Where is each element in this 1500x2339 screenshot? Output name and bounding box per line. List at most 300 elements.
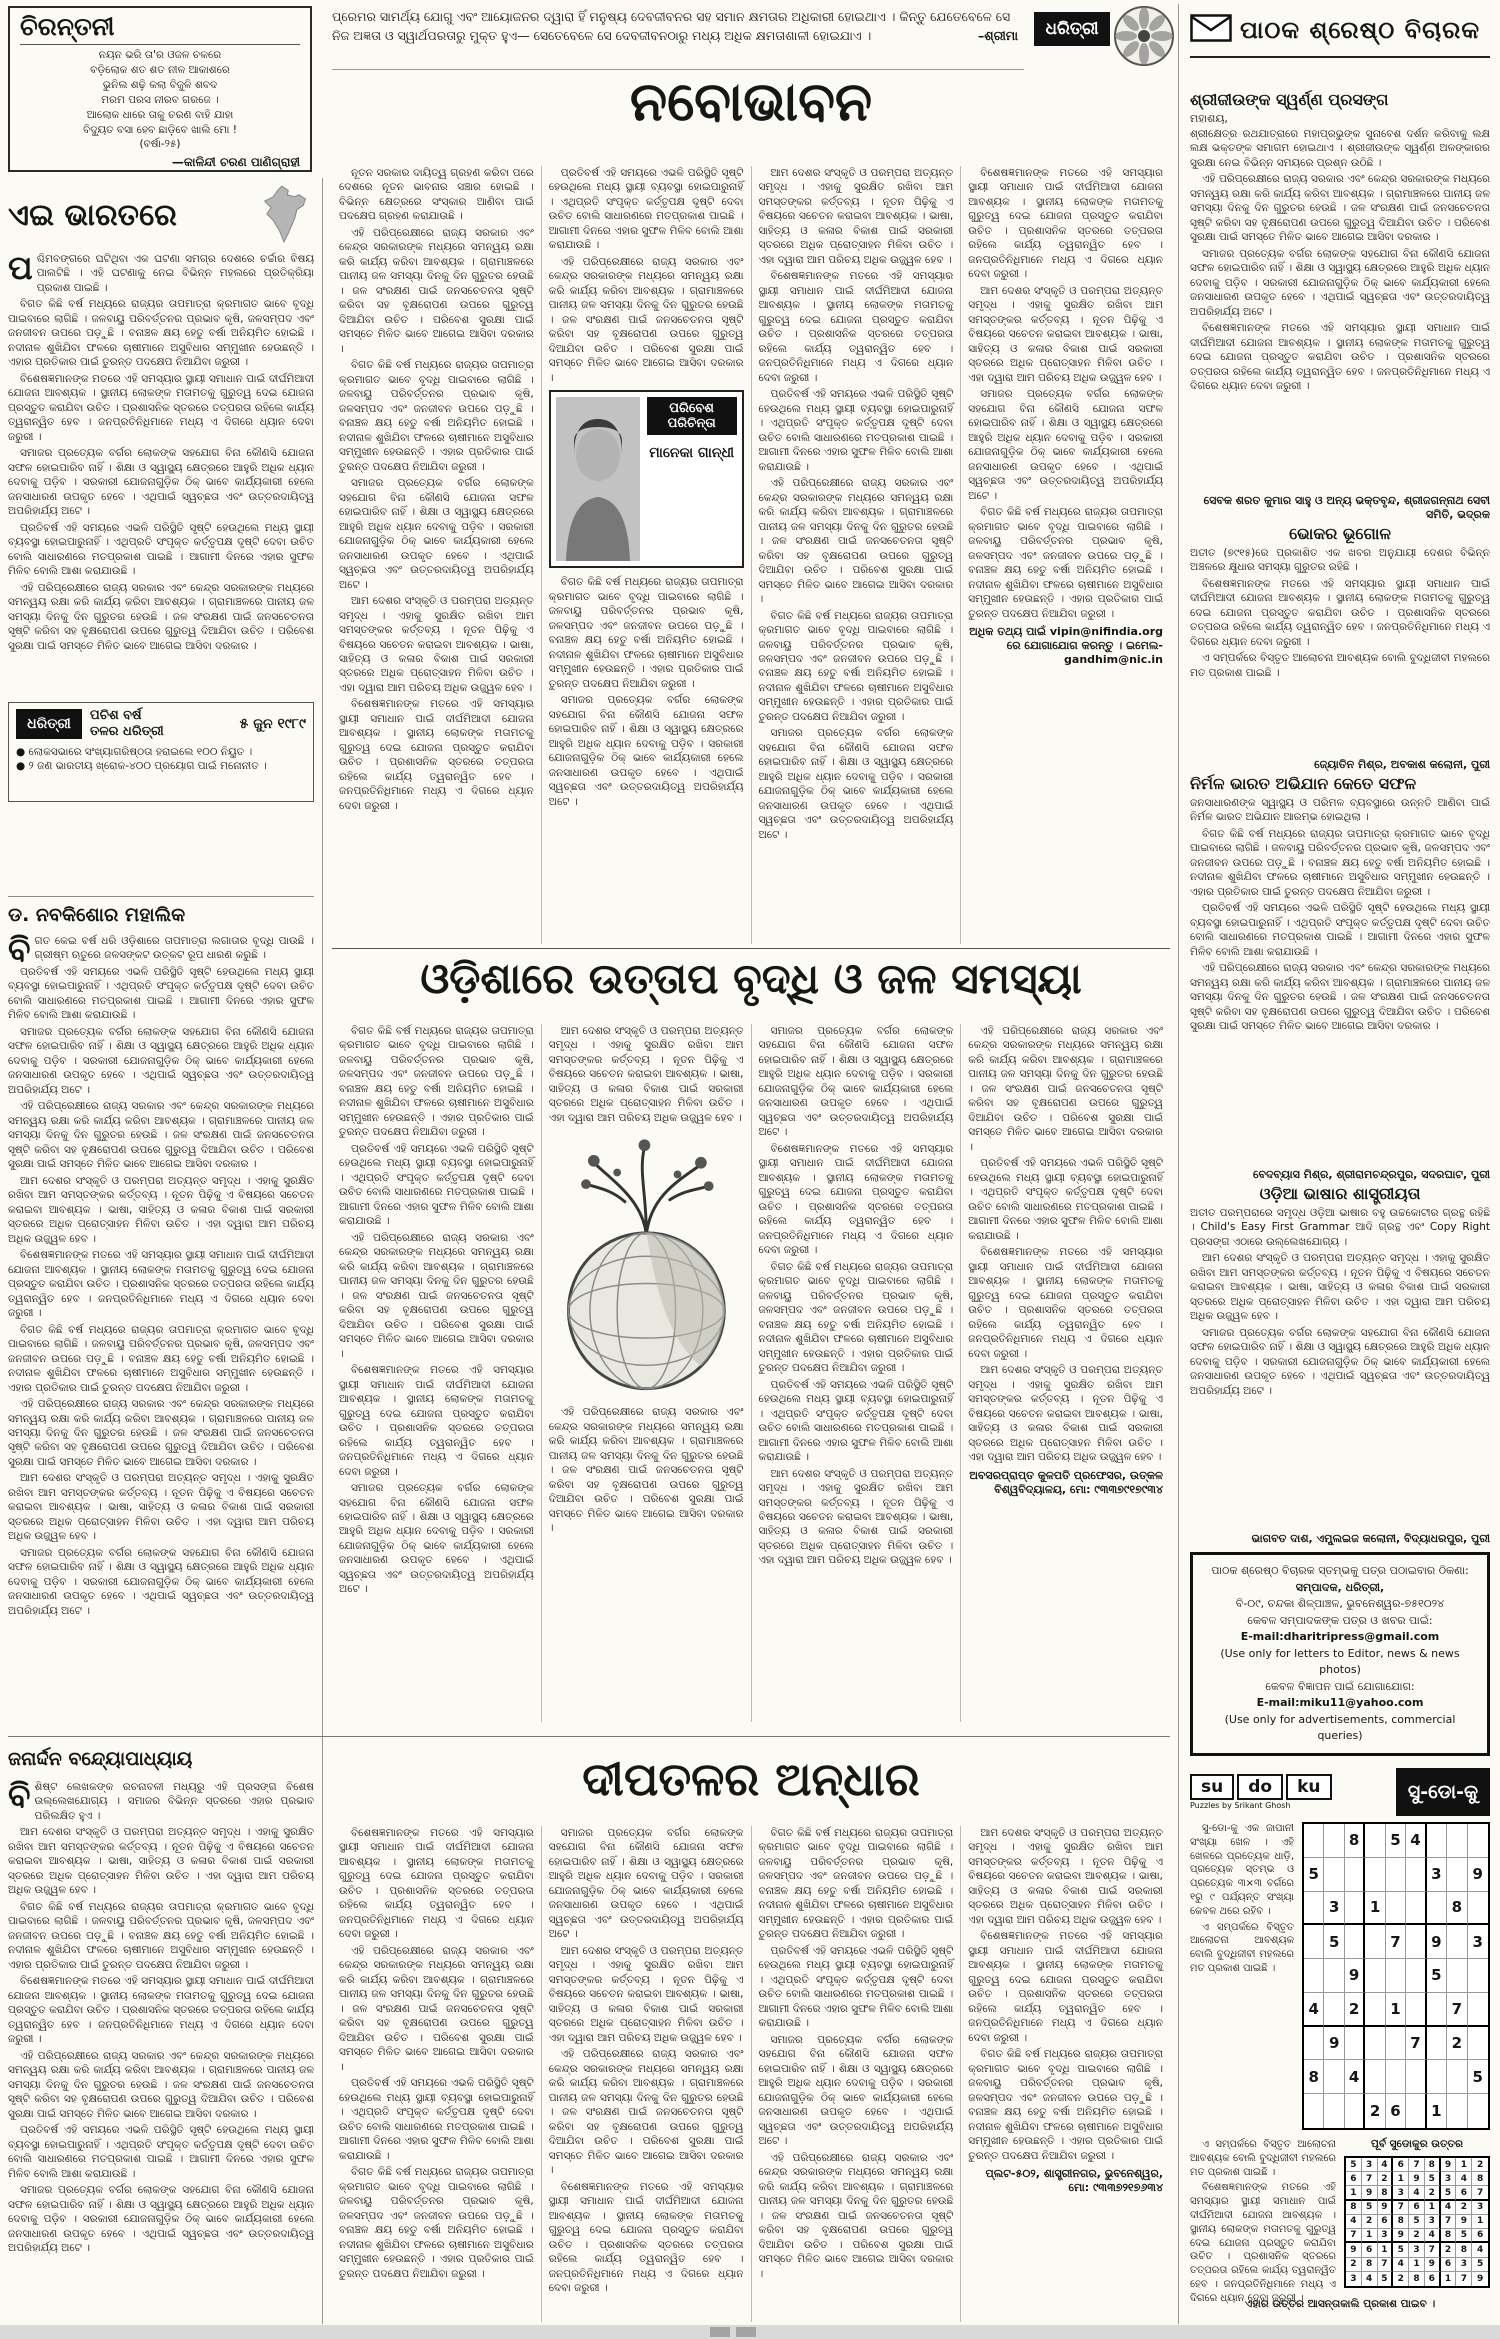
sudoku-cell [1345,1858,1365,1892]
sudoku-cell [1447,1959,1467,1993]
archive-box [8,702,314,802]
sudoku-cell: 8 [1362,2258,1378,2272]
sudoku-cell: 6 [1409,2201,1425,2215]
sudoku-cell: 4 [1393,2258,1409,2272]
letter-title: ଓଡ଼ିଆ ଭାଷାର ଶାସ୍ତ୍ରୀୟତା [1259,1184,1421,1203]
sudoku-cell [1468,1824,1488,1858]
columnist-photo [556,397,640,561]
body-paragraph: ବିଶେଷଜ୍ଞମାନଙ୍କ ମତରେ ଏହି ସମସ୍ୟାର ସ୍ଥାୟୀ ସମାଧାନ ପାଇଁ ଦୀର୍ଘମିଆଦୀ ଯୋଜନା ଆବଶ୍ୟକ । ସ୍ଥାନୀୟ ଲୋକଙ୍କ ମତାମତକୁ ଗୁରୁତ୍ୱ ଦେଇ ଯୋଜନା ପ୍ରସ୍ତୁତ କରାଯିବା ଉଚିତ । ପ୍ରଶାସନିକ ସ୍ତରରେ ତତ୍ପରତା ରହିଲେ କାର୍ଯ୍ୟ ତ୍ୱରାନ୍ୱିତ ହେବ । ଜନପ୍ରତିନିଧିମାନେ ମଧ୍ୟ ଏ ଦିଗରେ ଧ୍ୟାନ ଦେବା ଜରୁରୀ । [968,1246,1163,1360]
sudoku-cell: 1 [1362,2229,1378,2243]
contact-line: ପାଠକ ଶ୍ରେଷ୍ଠ ବିଚାରକ ସ୍ତମ୍ଭକୁ ପତ୍ର ପଠାଇବାର ଠିକଣା: [1211,1564,1469,1577]
poem-line: ବଡ଼ିଲୋକ ଶତ ଶତ ନୀଳ ଆକାଶରେ [90,63,230,76]
sudoku-cell: 1 [1346,2186,1362,2200]
letter-signature: ବେଦବ୍ୟାସ ମିଶ୍ର, ଶ୍ରୀରାମଚନ୍ଦ୍ରପୁର, ସଦରଘାଟ, ପୁରୀ [1252,1168,1490,1181]
poem-line: ବିଦ୍ୟୁତ ବସା ହେବ ଛାଡ଼ିବେ ଖାଲି ମୋ ! [83,123,237,136]
article2-text [968,1024,1163,1465]
earth-tree-illustration [549,1129,744,1401]
sudoku-cell: 7 [1386,1925,1406,1959]
drop-cap: ବି [8,1780,31,1815]
sudoku-cell: 3 [1393,2186,1409,2200]
sudoku-cell: 8 [1456,2243,1472,2257]
sudoku-cell: 5 [1378,2272,1394,2286]
body-paragraph: ଏହି ପରିପ୍ରେକ୍ଷୀରେ ରାଜ୍ୟ ସରକାର ଏବଂ କେନ୍ଦ୍ର ସରକାରଙ୍କ ମଧ୍ୟରେ ସମନ୍ୱୟ ରକ୍ଷା କରି କାର୍ଯ୍ୟ କରିବା ଆବଶ୍ୟକ । ଗ୍ରାମାଞ୍ଚଳରେ ପାନୀୟ ଜଳ ସମସ୍ୟା ଦିନକୁ ଦିନ ଗୁରୁତର ହେଉଛି । ଜଳ ସଂରକ୍ଷଣ ପାଇଁ ଜନସଚେତନତା ସୃଷ୍ଟି କରିବା ସହ ବୃକ୍ଷରୋପଣ ଉପରେ ଗୁରୁତ୍ୱ ଦିଆଯିବା ଉଚିତ । ପରିବେଶ ସୁରକ୍ଷା ପାଇଁ ସମସ୍ତେ ମିଳିତ ଭାବେ ଆଗେଇ ଆସିବା ଦରକାର । [339,1944,534,2073]
sudoku-cell: 7 [1456,2272,1472,2286]
body-paragraph: ସମାଜର ପ୍ରତ୍ୟେକ ବର୍ଗର ଲୋକଙ୍କ ସହଯୋଗ ବିନା କୌଣସି ଯୋଜନା ସଫଳ ହୋଇପାରିବ ନାହିଁ । ଶିକ୍ଷା ଓ ସ୍ୱାସ୍ଥ୍ୟ କ୍ଷେତ୍ରରେ ଆହୁରି ଅଧିକ ଧ୍ୟାନ ଦେବାକୁ ପଡ଼ିବ । ସରକାରୀ ଯୋଜନାଗୁଡ଼ିକ ଠିକ୍ ଭାବେ କାର୍ଯ୍ୟକାରୀ ହେଲେ ଜନସାଧାରଣ ଉପକୃତ ହେବେ । ଏଥିପାଇଁ ସ୍ୱଚ୍ଛତା ଏବଂ ଉତ୍ତରଦାୟିତ୍ୱ ଅପରିହାର୍ଯ୍ୟ ଅଟେ । [1190,1326,1490,1397]
body-paragraph: ବିଶେଷଜ୍ଞମାନଙ୍କ ମତରେ ଏହି ସମସ୍ୟାର ସ୍ଥାୟୀ ସମାଧାନ ପାଇଁ ଦୀର୍ଘମିଆଦୀ ଯୋଜନା ଆବଶ୍ୟକ । ସ୍ଥାନୀୟ ଲୋକଙ୍କ ମତାମତକୁ ଗୁରୁତ୍ୱ ଦେଇ ଯୋଜନା ପ୍ରସ୍ତୁତ କରାଯିବା ଉଚିତ । ପ୍ରଶାସନିକ ସ୍ତରରେ ତତ୍ପରତା ରହିଲେ କାର୍ଯ୍ୟ ତ୍ୱରାନ୍ୱିତ ହେବ । ଜନପ୍ରତିନିଧିମାନେ ମଧ୍ୟ ଏ ଦିଗରେ ଧ୍ୟାନ ଦେବା ଜରୁରୀ । [1190,322,1490,393]
sudoku-logo-ku: ku [1286,1774,1331,1800]
sudoku-cell: 1 [1441,2272,1457,2286]
quote-text: ପ୍ରେମର ସାମର୍ଥ୍ୟ ଯୋଗୁ ଏବଂ ଆୟୋଜନର ଦ୍ୱାରା ହିଁ ମନୁଷ୍ୟ ଦେବଜୀବନର ସହ ସମାନ କ୍ଷମତାର ଅଧିକାରୀ ହୋଇଥାଏ । କିନ୍ତୁ ଯେତେବେଳେ ସେ ନିଜ ଅଜ୍ଞତା ଓ ସ୍ୱାର୍ଥପରତାରୁ ମୁକ୍ତ ହୁଏ— ସେତେବେଳେ ସେ ଦେବଜୀବନଠାରୁ ମଧ୍ୟ ଅଧିକ କ୍ଷମତାଶାଳୀ ହୋଇଯାଏ । [332,9,1011,43]
article2-column [542,1024,752,1722]
drop-cap: ବି [8,934,31,969]
sudoku-cell: 3 [1346,2272,1362,2286]
sudoku-cell [1447,2094,1467,2128]
body-paragraph: ଆମ ଦେଶର ସଂସ୍କୃତି ଓ ପରମ୍ପରା ଅତ୍ୟନ୍ତ ସମୃଦ୍ଧ । ଏହାକୁ ସୁରକ୍ଷିତ ରଖିବା ଆମ ସମସ୍ତଙ୍କର କର୍ତ୍ତବ୍ୟ । ନୂତନ ପିଢ଼ିକୁ ଏ ବିଷୟରେ ସଚେତନ କରାଇବା ଆବଶ୍ୟକ । ଭାଷା, ସାହିତ୍ୟ ଓ କଳାର ବିକାଶ ପାଇଁ ସରକାରୀ ସ୍ତରରେ ଅଧିକ ପ୍ରୋତ୍ସାହନ ମିଳିବା ଉଚିତ । ଏହା ଦ୍ୱାରା ଆମ ପରିଚୟ ଅଧିକ ଉଜ୍ଜ୍ୱଳ ହେବ । [8,1826,314,1897]
daily-quote [332,8,1024,70]
poem-author: —କାଳିନ୍ଦୀ ଚରଣ ପାଣିଗ୍ରାହୀ [171,155,300,170]
sudoku-cell [1427,1892,1447,1926]
lead-text: ଶିଷ୍ଟ ଲେଖକଙ୍କ ରଚନାବଳୀ ମଧ୍ୟରୁ ଏହି ପ୍ରସଙ୍ଗ ବିଶେଷ ଉଲ୍ଲେଖଯୋଗ୍ୟ । ସମାଜର ବିଭିନ୍ନ ସ୍ତରରେ ଏହାର ପ୍ରଭାବ ପରିଲକ୍ଷିତ ହୁଏ । [34,1781,314,1822]
body-paragraph: ଆମ ଦେଶର ସଂସ୍କୃତି ଓ ପରମ୍ପରା ଅତ୍ୟନ୍ତ ସମୃଦ୍ଧ । ଏହାକୁ ସୁରକ୍ଷିତ ରଖିବା ଆମ ସମସ୍ତଙ୍କର କର୍ତ୍ତବ୍ୟ । ନୂତନ ପିଢ଼ିକୁ ଏ ବିଷୟରେ ସଚେତନ କରାଇବା ଆବଶ୍ୟକ । ଭାଷା, ସାହିତ୍ୟ ଓ କଳାର ବିକାଶ ପାଇଁ ସରକାରୀ ସ୍ତରରେ ଅଧିକ ପ୍ରୋତ୍ସାହନ ମିଳିବା ଉଚିତ । ଏହା ଦ୍ୱାରା ଆମ ପରିଚୟ ଅଧିକ ଉଜ୍ଜ୍ୱଳ ହେବ । [339,595,534,694]
body-paragraph: ଏହି ପରିପ୍ରେକ୍ଷୀରେ ରାଜ୍ୟ ସରକାର ଏବଂ କେନ୍ଦ୍ର ସରକାରଙ୍କ ମଧ୍ୟରେ ସମନ୍ୱୟ ରକ୍ଷା କରି କାର୍ଯ୍ୟ କରିବା ଆବଶ୍ୟକ । ଗ୍ରାମାଞ୍ଚଳରେ ପାନୀୟ ଜଳ ସମସ୍ୟା ଦିନକୁ ଦିନ ଗୁରୁତର ହେଉଛି । ଜଳ ସଂରକ୍ଷଣ ପାଇଁ ଜନସଚେତନତା ସୃଷ୍ଟି କରିବା ସହ ବୃକ୍ଷରୋପଣ ଉପରେ ଗୁରୁତ୍ୱ ଦିଆଯିବା ଉଚିତ । ପରିବେଶ ସୁରକ୍ଷା ପାଇଁ ସମସ୍ତେ ମିଳିତ ଭାବେ ଆଗେଇ ଆସିବା ଦରକାର । [1190,173,1490,244]
body-paragraph: ପ୍ରତିବର୍ଷ ଏହି ସମୟରେ ଏଭଳି ପରିସ୍ଥିତି ସୃଷ୍ଟି ହେଉଥିଲେ ମଧ୍ୟ ସ୍ଥାୟୀ ବ୍ୟବସ୍ଥା ହୋଇପାରୁନାହିଁ । ଏଥିପ୍ରତି ସଂପୃକ୍ତ କର୍ତ୍ତୃପକ୍ଷ ଦୃଷ୍ଟି ଦେବା ଉଚିତ ବୋଲି ସାଧାରଣରେ ମତପ୍ରକାଶ ପାଇଛି । ଆଗାମୀ ଦିନରେ ଏହାର ସୁଫଳ ମିଳିବ ବୋଲି ଆଶା କରାଯାଉଛି । [339,1142,534,1228]
emblem-icon [1112,4,1176,68]
ei-bharatare-body[interactable] [8,252,314,696]
sudoku-instructions [1190,1822,1294,2130]
body-paragraph: ଏ ସମ୍ପର୍କରେ ବିସ୍ତୃତ ଆଲୋଚନା ଆବଶ୍ୟକ ବୋଲି ବୁଦ୍ଧିଜୀବୀ ମହଲରେ ମତ ପ୍ରକାଶ ପାଇଛି । [1190,1921,1294,1974]
letter-signature: ଭାଗବତ ଦାଶ, ଏମ୍ପ୍ଲଇଜ କଲୋନୀ, ବିଦ୍ୟାଧରପୁର, ପୁରୀ [1251,1532,1490,1545]
sudoku-cell: 9 [1468,1858,1488,1892]
sudoku-header [1190,1768,1490,1816]
sudoku-cell [1447,1824,1467,1858]
editorial-column [961,166,1170,944]
body-paragraph: ଆମ ଦେଶର ସଂସ୍କୃତି ଓ ପରମ୍ପରା ଅତ୍ୟନ୍ତ ସମୃଦ୍ଧ । ଏହାକୁ ସୁରକ୍ଷିତ ରଖିବା ଆମ ସମସ୍ତଙ୍କର କର୍ତ୍ତବ୍ୟ । ନୂତନ ପିଢ଼ିକୁ ଏ ବିଷୟରେ ସଚେତନ କରାଇବା ଆବଶ୍ୟକ । ଭାଷା, ସାହିତ୍ୟ ଓ କଳାର ବିକାଶ ପାଇଁ ସରକାରୀ ସ୍ତରରେ ଅଧିକ ପ୍ରୋତ୍ସାହନ ମିଳିବା ଉଚିତ । ଏହା ଦ୍ୱାରା ଆମ ପରିଚୟ ଅଧିକ ଉଜ୍ଜ୍ୱଳ ହେବ । [8,1472,314,1543]
article3-contact: ପ୍ଲଟ-୫୦୨, ଶାସ୍ତ୍ରୀନଗର, ଭୁବନେଶ୍ୱର, ମୋ: ୯୩୩୭୨୧୭୬୩୪ [985,2167,1163,2195]
body-paragraph: ସମାଜର ପ୍ରତ୍ୟେକ ବର୍ଗର ଲୋକଙ୍କ ସହଯୋଗ ବିନା କୌଣସି ଯୋଜନା ସଫଳ ହୋଇପାରିବ ନାହିଁ । ଶିକ୍ଷା ଓ ସ୍ୱାସ୍ଥ୍ୟ କ୍ଷେତ୍ରରେ ଆହୁରି ଅଧିକ ଧ୍ୟାନ ଦେବାକୁ ପଡ଼ିବ । ସରକାରୀ ଯୋଜନାଗୁଡ଼ିକ ଠିକ୍ ଭାବେ କାର୍ଯ୍ୟକାରୀ ହେଲେ ଜନସାଧାରଣ ଉପକୃତ ହେବେ । ଏଥିପାଇଁ ସ୍ୱଚ୍ଛତା ଏବଂ ଉତ୍ତରଦାୟିତ୍ୱ ଅପରିହାର୍ଯ୍ୟ ଅଟେ । [8,447,314,518]
body-paragraph: ନୂତନ ସରକାର ଦାୟିତ୍ୱ ଗ୍ରହଣ କରିବା ପରେ ଦେଶରେ ନୂତନ ଭାବନାର ସଞ୍ଚାର ହୋଇଛି । ବିଭିନ୍ନ କ୍ଷେତ୍ରରେ ସଂସ୍କାର ଆଣିବା ପାଇଁ ପଦକ୍ଷେପ ଗ୍ରହଣ କରାଯାଉଛି । [339,167,534,223]
sudoku-cell [1406,2060,1426,2094]
article3-text [968,1826,1163,2163]
sudoku-cell [1447,1925,1467,1959]
sudoku-lower-paragraphs [1190,2138,1336,2306]
sudoku-cell: 5 [1472,2258,1488,2272]
lead-text: ଗତ କେଇ ବର୍ଷ ଧରି ଓଡ଼ିଶାରେ ତାପମାତ୍ରା ଲଗାତାର ବୃଦ୍ଧି ପାଉଛି । ଗ୍ରୀଷ୍ମ ଋତୁରେ ଜଳସଙ୍କଟ ଉତ୍କଟ ରୂପ ଧାରଣ କରୁଛି । [34,935,314,962]
body-paragraph: ପ୍ରତିବର୍ଷ ଏହି ସମୟରେ ଏଭଳି ପରିସ୍ଥିତି ସୃଷ୍ଟି ହେଉଥିଲେ ମଧ୍ୟ ସ୍ଥାୟୀ ବ୍ୟବସ୍ଥା ହୋଇପାରୁନାହିଁ । ଏଥିପ୍ରତି ସଂପୃକ୍ତ କର୍ତ୍ତୃପକ୍ଷ ଦୃଷ୍ଟି ଦେବା ଉଚିତ ବୋଲି ସାଧାରଣରେ ମତପ୍ରକାଶ ପାଇଛି । ଆଗାମୀ ଦିନରେ ଏହାର ସୁଫଳ ମିଳିବ ବୋଲି ଆଶା କରାଯାଉଛି । [968,1157,1163,1242]
body-paragraph: ବିଗତ କିଛି ବର୍ଷ ମଧ୍ୟରେ ରାଜ୍ୟର ତାପମାତ୍ରା କ୍ରମାଗତ ଭାବେ ବୃଦ୍ଧି ପାଇବାରେ ଲାଗିଛି । ଜଳବାୟୁ ପରିବର୍ତ୍ତନର ପ୍ରଭାବ କୃଷି, ଜଳସମ୍ପଦ ଏବଂ ଜନଜୀବନ ଉପରେ ପଡ଼ୁଛି । ବନାଞ୍ଚଳ କ୍ଷୟ ହେତୁ ବର୍ଷା ଅନିୟମିତ ହୋଇଛି । ନଦୀନାଳ ଶୁଖିଯିବା ଫଳରେ ଚାଷୀମାନେ ଅସୁବିଧାର ସମ୍ମୁଖୀନ ହେଉଛନ୍ତି । ଏହାର ପ୍ରତିକାର ପାଇଁ ତୁରନ୍ତ ପଦକ୍ଷେପ ନିଆଯିବା ଜରୁରୀ । [548,576,744,690]
editorial-headline[interactable]: ନବୋଭାବନ [629,70,873,133]
viewer-scroll-button[interactable] [710,2327,730,2337]
editorial-column [332,166,542,944]
body-paragraph: ସୁ-ଡୋ-କୁ ଏକ ଜାପାନୀ ସଂଖ୍ୟା ଖେଳ । ଏହି ଖେଳରେ ପ୍ରତ୍ୟେକ ଧାଡ଼ି, ପ୍ରତ୍ୟେକ ସ୍ତମ୍ଭ ଓ ପ୍ରତ୍ୟେକ ୩×୩ ବର୍ଗରେ ୧ରୁ ୯ ପର୍ଯ୍ୟନ୍ତ ସଂଖ୍ୟା କେବଳ ଥରେ ରହିବ । [1190,1823,1294,1917]
contact-box [1190,1552,1490,1756]
sudoku-cell: 7 [1393,2201,1409,2215]
letter-4[interactable] [1190,1184,1490,1546]
sudoku-cell: 7 [1425,2243,1441,2257]
sudoku-cell: 8 [1378,2186,1394,2200]
columnist-name: ମାନେକା ଗାନ୍ଧୀ [649,445,735,462]
body-paragraph: ପ୍ରତିବର୍ଷ ଏହି ସମୟରେ ଏଭଳି ପରିସ୍ଥିତି ସୃଷ୍ଟି ହେଉଥିଲେ ମଧ୍ୟ ସ୍ଥାୟୀ ବ୍ୟବସ୍ଥା ହୋଇପାରୁନାହିଁ । ଏଥିପ୍ରତି ସଂପୃକ୍ତ କର୍ତ୍ତୃପକ୍ଷ ଦୃଷ୍ଟି ଦେବା ଉଚିତ ବୋଲି ସାଧାରଣରେ ମତପ୍ରକାଶ ପାଇଛି । ଆଗାମୀ ଦିନରେ ଏହାର ସୁଫଳ ମିଳିବ ବୋଲି ଆଶା କରାଯାଉଛି । [339,2077,534,2162]
body-paragraph: ଏହି ପରିପ୍ରେକ୍ଷୀରେ ରାଜ୍ୟ ସରକାର ଏବଂ କେନ୍ଦ୍ର ସରକାରଙ୍କ ମଧ୍ୟରେ ସମନ୍ୱୟ ରକ୍ଷା କରି କାର୍ଯ୍ୟ କରିବା ଆବଶ୍ୟକ । ଗ୍ରାମାଞ୍ଚଳରେ ପାନୀୟ ଜଳ ସମସ୍ୟା ଦିନକୁ ଦିନ ଗୁରୁତର ହେଉଛି । ଜଳ ସଂରକ୍ଷଣ ପାଇଁ ଜନସଚେତନତା ସୃଷ୍ଟି କରିବା ସହ ବୃକ୍ଷରୋପଣ ଉପରେ ଗୁରୁତ୍ୱ ଦିଆଯିବା ଉଚିତ । ପରିବେଶ ସୁରକ୍ଷା ପାଇଁ ସମସ୍ତେ ମିଳିତ ଭାବେ ଆଗେଇ ଆସିବା ଦରକାର । [758,2151,954,2280]
sudoku-cell: 8 [1441,2229,1457,2243]
section-rule [8,1736,1170,1737]
section-rule [332,948,1170,949]
article3-text [759,1826,954,2281]
sudoku-cell: 2 [1472,2158,1488,2172]
quote-attribution: –ଶ୍ରୀମା [978,27,1018,43]
sudoku-cell: 2 [1362,2215,1378,2229]
sudoku-cell: 7 [1346,2229,1362,2243]
sudoku-cell [1406,1959,1426,1993]
sudoku-cell: 3 [1427,1858,1447,1892]
poem-line: ମରମ ପରସ ନୀରବ ଗରଜେ । [101,93,219,106]
sudoku-cell [1447,2060,1467,2094]
poem-line: ଆଲୋକ ଧାରେ ତାକୁ ଚରଣ ବାହି ଯାହା [86,108,234,121]
sudoku-cell [1386,1959,1406,1993]
body-paragraph: ବିଶେଷଜ୍ଞମାନଙ୍କ ମତରେ ଏହି ସମସ୍ୟାର ସ୍ଥାୟୀ ସମାଧାନ ପାଇଁ ଦୀର୍ଘମିଆଦୀ ଯୋଜନା ଆବଶ୍ୟକ । ସ୍ଥାନୀୟ ଲୋକଙ୍କ ମତାମତକୁ ଗୁରୁତ୍ୱ ଦେଇ ଯୋଜନା ପ୍ରସ୍ତୁତ କରାଯିବା ଉଚିତ । ପ୍ରଶାସନିକ ସ୍ତରରେ ତତ୍ପରତା ରହିଲେ କାର୍ଯ୍ୟ ତ୍ୱରାନ୍ୱିତ ହେବ । ଜନପ୍ରତିନିଧିମାନେ ମଧ୍ୟ ଏ ଦିଗରେ ଧ୍ୟାନ ଦେବା ଜରୁରୀ । [339,698,534,812]
sudoku-cell: 8 [1304,2060,1324,2094]
body-paragraph: ବିଗତ କିଛି ବର୍ଷ ମଧ୍ୟରେ ରାଜ୍ୟର ତାପମାତ୍ରା କ୍ରମାଗତ ଭାବେ ବୃଦ୍ଧି ପାଇବାରେ ଲାଗିଛି । ଜଳବାୟୁ ପରିବର୍ତ୍ତନର ପ୍ରଭାବ କୃଷି, ଜଳସମ୍ପଦ ଏବଂ ଜନଜୀବନ ଉପରେ ପଡ଼ୁଛି । ବନାଞ୍ଚଳ କ୍ଷୟ ହେତୁ ବର୍ଷା ଅନିୟମିତ ହୋଇଛି । ନଦୀନାଳ ଶୁଖିଯିବା ଫଳରେ ଚାଷୀମାନେ ଅସୁବିଧାର ସମ୍ମୁଖୀନ ହେଉଛନ୍ତି । ଏହାର ପ୍ରତିକାର ପାଇଁ ତୁରନ୍ତ ପଦକ୍ଷେପ ନିଆଯିବା ଜରୁରୀ । [758,609,954,723]
body-paragraph: ଅତୀତ (୭୯୧୫)ରେ ପ୍ରକାଶିତ ଏକ ଖବର ଅନୁଯାୟୀ ଦେଶର ବିଭିନ୍ନ ଅଞ୍ଚଳରେ କ୍ଷୁଧାର ସମସ୍ୟା ଗୁରୁତର ରହିଛି । [1190,547,1490,574]
sudoku-cell: 2 [1447,2027,1467,2061]
article2-text [339,1024,534,1597]
column-kicker: ପରିବେଶ ପରିଚିନ୍ତା [647,397,737,435]
sudoku-cell [1345,1892,1365,1926]
sudoku-cell [1386,2027,1406,2061]
sudoku-grid [1302,1822,1490,2130]
sudoku-cell: 9 [1378,2201,1394,2215]
contact-email: E-mail:dharitripress@gmail.com [1240,1630,1440,1643]
sudoku-cell [1386,1892,1406,1926]
body-paragraph: ଏହି ପରିପ୍ରେକ୍ଷୀରେ ରାଜ୍ୟ ସରକାର ଏବଂ କେନ୍ଦ୍ର ସରକାରଙ୍କ ମଧ୍ୟରେ ସମନ୍ୱୟ ରକ୍ଷା କରି କାର୍ଯ୍ୟ କରିବା ଆବଶ୍ୟକ । ଗ୍ରାମାଞ୍ଚଳରେ ପାନୀୟ ଜଳ ସମସ୍ୟା ଦିନକୁ ଦିନ ଗୁରୁତର ହେଉଛି । ଜଳ ସଂରକ୍ଷଣ ପାଇଁ ଜନସଚେତନତା ସୃଷ୍ଟି କରିବା ସହ ବୃକ୍ଷରୋପଣ ଉପରେ ଗୁରୁତ୍ୱ ଦିଆଯିବା ଉଚିତ । ପରିବେଶ ସୁରକ୍ଷା ପାଇଁ ସମସ୍ତେ ମିଳିତ ଭାବେ ଆଗେଇ ଆସିବା ଦରକାର । [548,2048,744,2177]
body-paragraph: ଏହି ପରିପ୍ରେକ୍ଷୀରେ ରାଜ୍ୟ ସରକାର ଏବଂ କେନ୍ଦ୍ର ସରକାରଙ୍କ ମଧ୍ୟରେ ସମନ୍ୱୟ ରକ୍ଷା କରି କାର୍ଯ୍ୟ କରିବା ଆବଶ୍ୟକ । ଗ୍ରାମାଞ୍ଚଳରେ ପାନୀୟ ଜଳ ସମସ୍ୟା ଦିନକୁ ଦିନ ଗୁରୁତର ହେଉଛି । ଜଳ ସଂରକ୍ଷଣ ପାଇଁ ଜନସଚେତନତା ସୃଷ୍ଟି କରିବା ସହ ବୃକ୍ଷରୋପଣ ଉପରେ ଗୁରୁତ୍ୱ ଦିଆଯିବା ଉଚିତ । ପରିବେଶ ସୁରକ୍ଷା ପାଇଁ ସମସ୍ତେ ମିଳିତ ଭାବେ ଆଗେଇ ଆସିବା ଦରକାର । [8,581,314,652]
sudoku-solution-label: ପୂର୍ବ ସୁଡୋକୁର ଉତ୍ତର [1370,2138,1463,2150]
body-paragraph [8,934,314,969]
sudoku-cell: 5 [1386,1824,1406,1858]
article3-body[interactable] [332,1826,1170,2322]
sudoku-cell [1365,1925,1385,1959]
body-paragraph: ବିଗତ କିଛି ବର୍ଷ ମଧ୍ୟରେ ରାଜ୍ୟର ତାପମାତ୍ରା କ୍ରମାଗତ ଭାବେ ବୃଦ୍ଧି ପାଇବାରେ ଲାଗିଛି । ଜଳବାୟୁ ପରିବର୍ତ୍ତନର ପ୍ରଭାବ କୃଷି, ଜଳସମ୍ପଦ ଏବଂ ଜନଜୀବନ ଉପରେ ପଡ଼ୁଛି । ବନାଞ୍ଚଳ କ୍ଷୟ ହେତୁ ବର୍ଷା ଅନିୟମିତ ହୋଇଛି । ନଦୀନାଳ ଶୁଖିଯିବା ଫଳରେ ଚାଷୀମାନେ ଅସୁବିଧାର ସମ୍ମୁଖୀନ ହେଉଛନ୍ତି । ଏହାର ପ୍ରତିକାର ପାଇଁ ତୁରନ୍ତ ପଦକ୍ଷେପ ନିଆଯିବା ଜରୁରୀ । [758,1827,954,1941]
sudoku-cell: 9 [1441,2158,1457,2172]
body-paragraph: ଆମ ଦେଶର ସଂସ୍କୃତି ଓ ପରମ୍ପରା ଅତ୍ୟନ୍ତ ସମୃଦ୍ଧ । ଏହାକୁ ସୁରକ୍ଷିତ ରଖିବା ଆମ ସମସ୍ତଙ୍କର କର୍ତ୍ତବ୍ୟ । ନୂତନ ପିଢ଼ିକୁ ଏ ବିଷୟରେ ସଚେତନ କରାଇବା ଆବଶ୍ୟକ । ଭାଷା, ସାହିତ୍ୟ ଓ କଳାର ବିକାଶ ପାଇଁ ସରକାରୀ ସ୍ତରରେ ଅଧିକ ପ୍ରୋତ୍ସାହନ ମିଳିବା ଉଚିତ । ଏହା ଦ୍ୱାରା ଆମ ପରିଚୟ ଅଧିକ ଉଜ୍ଜ୍ୱଳ ହେବ । [758,167,954,266]
editorial-contact: ଅଧିକ ତଥ୍ୟ ପାଇଁ vipin@nifindia.org ରେ ଯୋଗାଯୋଗ କରନ୍ତୁ । ଇମେଲ- gandhim@nic.in [969,625,1163,667]
sudoku-cell: 6 [1362,2243,1378,2257]
viewer-scroll-button[interactable] [736,2327,756,2337]
sudoku-cell [1468,2094,1488,2128]
ei-bharatare-text [8,297,314,653]
article3-column [961,1826,1170,2322]
article3-text [549,1826,744,2296]
body-paragraph: ବିଗତ କିଛି ବର୍ଷ ମଧ୍ୟରେ ରାଜ୍ୟର ତାପମାତ୍ରା କ୍ରମାଗତ ଭାବେ ବୃଦ୍ଧି ପାଇବାରେ ଲାଗିଛି । ଜଳବାୟୁ ପରିବର୍ତ୍ତନର ପ୍ରଭାବ କୃଷି, ଜଳସମ୍ପଦ ଏବଂ ଜନଜୀବନ ଉପରେ ପଡ଼ୁଛି । ବନାଞ୍ଚଳ କ୍ଷୟ ହେତୁ ବର୍ଷା ଅନିୟମିତ ହୋଇଛି । ନଦୀନାଳ ଶୁଖିଯିବା ଫଳରେ ଚାଷୀମାନେ ଅସୁବିଧାର ସମ୍ମୁଖୀନ ହେଉଛନ୍ତି । ଏହାର ପ୍ରତିକାର ପାଇଁ ତୁରନ୍ତ ପଦକ୍ଷେପ ନିଆଯିବା ଜରୁରୀ । [339,359,534,473]
body-paragraph: ବିଗତ କିଛି ବର୍ଷ ମଧ୍ୟରେ ରାଜ୍ୟର ତାପମାତ୍ରା କ୍ରମାଗତ ଭାବେ ବୃଦ୍ଧି ପାଇବାରେ ଲାଗିଛି । ଜଳବାୟୁ ପରିବର୍ତ୍ତନର ପ୍ରଭାବ କୃଷି, ଜଳସମ୍ପଦ ଏବଂ ଜନଜୀବନ ଉପରେ ପଡ଼ୁଛି । ବନାଞ୍ଚଳ କ୍ଷୟ ହେତୁ ବର୍ଷା ଅନିୟମିତ ହୋଇଛି । ନଦୀନାଳ ଶୁଖିଯିବା ଫଳରେ ଚାଷୀମାନେ ଅସୁବିଧାର ସମ୍ମୁଖୀନ ହେଉଛନ୍ତି । ଏହାର ପ୍ରତିକାର ପାଇଁ ତୁରନ୍ତ ପଦକ୍ଷେପ ନିଆଯିବା ଜରୁରୀ । [339,1025,534,1139]
article3-text [8,1825,314,2255]
ei-bharatare-header[interactable] [8,184,314,248]
archive-caption-line: ତଳର ଧରିତ୍ରୀ [90,724,164,740]
body-paragraph: ସମାଜର ପ୍ରତ୍ୟେକ ବର୍ଗର ଲୋକଙ୍କ ସହଯୋଗ ବିନା କୌଣସି ଯୋଜନା ସଫଳ ହୋଇପାରିବ ନାହିଁ । ଶିକ୍ଷା ଓ ସ୍ୱାସ୍ଥ୍ୟ କ୍ଷେତ୍ରରେ ଆହୁରି ଅଧିକ ଧ୍ୟାନ ଦେବାକୁ ପଡ଼ିବ । ସରକାରୀ ଯୋଜନାଗୁଡ଼ିକ ଠିକ୍ ଭାବେ କାର୍ଯ୍ୟକାରୀ ହେଲେ ଜନସାଧାରଣ ଉପକୃତ ହେବେ । ଏଥିପାଇଁ ସ୍ୱଚ୍ଛତା ଏବଂ ଉତ୍ତରଦାୟିତ୍ୱ ଅପରିହାର୍ଯ୍ୟ ଅଟେ । [548,694,744,808]
letter-title: ନିର୍ମଳ ଭାରତ ଅଭିଯାନ କେତେ ସଫଳ [1190,774,1417,793]
sudoku-cell [1427,1993,1447,2027]
body-paragraph: ଏହି ପରିପ୍ରେକ୍ଷୀରେ ରାଜ୍ୟ ସରକାର ଏବଂ କେନ୍ଦ୍ର ସରକାରଙ୍କ ମଧ୍ୟରେ ସମନ୍ୱୟ ରକ୍ଷା କରି କାର୍ଯ୍ୟ କରିବା ଆବଶ୍ୟକ । ଗ୍ରାମାଞ୍ଚଳରେ ପାନୀୟ ଜଳ ସମସ୍ୟା ଦିନକୁ ଦିନ ଗୁରୁତର ହେଉଛି । ଜଳ ସଂରକ୍ଷଣ ପାଇଁ ଜନସଚେତନତା ସୃଷ୍ଟି କରିବା ସହ ବୃକ୍ଷରୋପଣ ଉପରେ ଗୁରୁତ୍ୱ ଦିଆଯିବା ଉଚିତ । ପରିବେଶ ସୁରକ୍ଷା ପାଇଁ ସମସ୍ତେ ମିଳିତ ଭାବେ ଆଗେଇ ଆସିବା ଦରକାର । [8,1100,314,1171]
sudoku-cell: 1 [1365,1892,1385,1926]
body-paragraph: ଏହି ପରିପ୍ରେକ୍ଷୀରେ ରାଜ୍ୟ ସରକାର ଏବଂ କେନ୍ଦ୍ର ସରକାରଙ୍କ ମଧ୍ୟରେ ସମନ୍ୱୟ ରକ୍ଷା କରି କାର୍ଯ୍ୟ କରିବା ଆବଶ୍ୟକ । ଗ୍ରାମାଞ୍ଚଳରେ ପାନୀୟ ଜଳ ସମସ୍ୟା ଦିନକୁ ଦିନ ଗୁରୁତର ହେଉଛି । ଜଳ ସଂରକ୍ଷଣ ପାଇଁ ଜନସଚେତନତା ସୃଷ୍ଟି କରିବା ସହ ବୃକ୍ଷରୋପଣ ଉପରେ ଗୁରୁତ୍ୱ ଦିଆଯିବା ଉଚିତ । ପରିବେଶ ସୁରକ୍ଷା ପାଇଁ ସମସ୍ତେ ମିଳିତ ଭାବେ ଆଗେଇ ଆସିବା ଦରକାର । [339,1231,534,1360]
body-paragraph [8,252,314,295]
editorial-text [968,166,1163,621]
sudoku-cell: 7 [1406,2027,1426,2061]
poem-line: ନୟନ ଭରି ତା'ର ଓଜଳ ଚକରେ [98,49,222,61]
article2-author[interactable]: ଡ. ନବକିଶୋର ମହାଲିକ [8,904,186,926]
body-paragraph: ବିଶେଷଜ୍ଞମାନଙ୍କ ମତରେ ଏହି ସମସ୍ୟାର ସ୍ଥାୟୀ ସମାଧାନ ପାଇଁ ଦୀର୍ଘମିଆଦୀ ଯୋଜନା ଆବଶ୍ୟକ । ସ୍ଥାନୀୟ ଲୋକଙ୍କ ମତାମତକୁ ଗୁରୁତ୍ୱ ଦେଇ ଯୋଜନା ପ୍ରସ୍ତୁତ କରାଯିବା ଉଚିତ । ପ୍ରଶାସନିକ ସ୍ତରରେ ତତ୍ପରତା ରହିଲେ କାର୍ଯ୍ୟ ତ୍ୱରାନ୍ୱିତ ହେବ । ଜନପ୍ରତିନିଧିମାନେ ମଧ୍ୟ ଏ ଦିଗରେ ଧ୍ୟାନ ଦେବା ଜରୁରୀ । [968,167,1163,281]
sudoku-cell: 8 [1447,1892,1467,1926]
sudoku-cell: 3 [1472,2201,1488,2215]
letter-signature: ଜ୍ୟୋତିନ ମିଶ୍ର, ଅବକାଶ କଲୋନୀ, ପୁରୀ [1314,758,1490,771]
editorial-body[interactable] [332,166,1170,944]
sudoku-cell: 4 [1362,2272,1378,2286]
banner-title: ପାଠକ ଶ୍ରେଷ୍ଠ ବିଚାରକ [1240,16,1481,44]
editorial-column [542,166,752,944]
sudoku-cell: 4 [1345,2060,1365,2094]
editorial-column [752,166,962,944]
sudoku-cell: 3 [1409,2243,1425,2257]
archive-caption-line: ପଚିଶ ବର୍ଷ [90,708,142,723]
sudoku-cell: 8 [1409,2272,1425,2286]
sudoku-cell: 7 [1447,1993,1467,2027]
sudoku-cell [1406,1858,1426,1892]
sudoku-cell: 3 [1378,2229,1394,2243]
sudoku-cell [1345,2027,1365,2061]
sudoku-cell: 5 [1362,2201,1378,2215]
columnist-box[interactable] [549,390,744,568]
sudoku-cell: 6 [1425,2272,1441,2286]
sudoku-cell [1427,2060,1447,2094]
sudoku-cell: 2 [1345,1993,1365,2027]
sudoku-cell: 9 [1427,1925,1447,1959]
body-paragraph: ସମାଜର ପ୍ରତ୍ୟେକ ବର୍ଗର ଲୋକଙ୍କ ସହଯୋଗ ବିନା କୌଣସି ଯୋଜନା ସଫଳ ହୋଇପାରିବ ନାହିଁ । ଶିକ୍ଷା ଓ ସ୍ୱାସ୍ଥ୍ୟ କ୍ଷେତ୍ରରେ ଆହୁରି ଅଧିକ ଧ୍ୟାନ ଦେବାକୁ ପଡ଼ିବ । ସରକାରୀ ଯୋଜନାଗୁଡ଼ିକ ଠିକ୍ ଭାବେ କାର୍ଯ୍ୟକାରୀ ହେଲେ ଜନସାଧାରଣ ଉପକୃତ ହେବେ । ଏଥିପାଇଁ ସ୍ୱଚ୍ଛତା ଏବଂ ଉତ୍ତରଦାୟିତ୍ୱ ଅପରିହାର୍ଯ୍ୟ ଅଟେ । [339,1482,534,1596]
sudoku-cell [1345,1925,1365,1959]
poem-line: ଭୁନିଲ ଶଢ଼ି କଲା ବିଜୁଳି ଶବଦ [102,78,218,91]
body-paragraph: ଆମ ଦେଶର ସଂସ୍କୃତି ଓ ପରମ୍ପରା ଅତ୍ୟନ୍ତ ସମୃଦ୍ଧ । ଏହାକୁ ସୁରକ୍ଷିତ ରଖିବା ଆମ ସମସ୍ତଙ୍କର କର୍ତ୍ତବ୍ୟ । ନୂତନ ପିଢ଼ିକୁ ଏ ବିଷୟରେ ସଚେତନ କରାଇବା ଆବଶ୍ୟକ । ଭାଷା, ସାହିତ୍ୟ ଓ କଳାର ବିକାଶ ପାଇଁ ସରକାରୀ ସ୍ତରରେ ଅଧିକ ପ୍ରୋତ୍ସାହନ ମିଳିବା ଉଚିତ । ଏହା ଦ୍ୱାରା ଆମ ପରିଚୟ ଅଧିକ ଉଜ୍ଜ୍ୱଳ ହେବ । [8,1174,314,1245]
body-paragraph: ସମାଜର ପ୍ରତ୍ୟେକ ବର୍ଗର ଲୋକଙ୍କ ସହଯୋଗ ବିନା କୌଣସି ଯୋଜନା ସଫଳ ହୋଇପାରିବ ନାହିଁ । ଶିକ୍ଷା ଓ ସ୍ୱାସ୍ଥ୍ୟ କ୍ଷେତ୍ରରେ ଆହୁରି ଅଧିକ ଧ୍ୟାନ ଦେବାକୁ ପଡ଼ିବ । ସରକାରୀ ଯୋଜନାଗୁଡ଼ିକ ଠିକ୍ ଭାବେ କାର୍ଯ୍ୟକାରୀ ହେଲେ ଜନସାଧାରଣ ଉପକୃତ ହେବେ । ଏଥିପାଇଁ ସ୍ୱଚ୍ଛତା ଏବଂ ଉତ୍ତରଦାୟିତ୍ୱ ଅପରିହାର୍ଯ୍ୟ ଅଟେ । [1190,247,1490,318]
body-paragraph: ବିଶେଷଜ୍ଞମାନଙ୍କ ମତରେ ଏହି ସମସ୍ୟାର ସ୍ଥାୟୀ ସମାଧାନ ପାଇଁ ଦୀର୍ଘମିଆଦୀ ଯୋଜନା ଆବଶ୍ୟକ । ସ୍ଥାନୀୟ ଲୋକଙ୍କ ମତାମତକୁ ଗୁରୁତ୍ୱ ଦେଇ ଯୋଜନା ପ୍ରସ୍ତୁତ କରାଯିବା ଉଚିତ । ପ୍ରଶାସନିକ ସ୍ତରରେ ତତ୍ପରତା ରହିଲେ କାର୍ଯ୍ୟ ତ୍ୱରାନ୍ୱିତ ହେବ । ଜନପ୍ରତିନିଧିମାନେ ମଧ୍ୟ ଏ ଦିଗରେ ଧ୍ୟାନ ଦେବା ଜରୁରୀ । [758,1142,954,1257]
sudoku-cell [1427,1824,1447,1858]
sudoku-cell: 2 [1425,2186,1441,2200]
body-paragraph: ପ୍ରତିବର୍ଷ ଏହି ସମୟରେ ଏଭଳି ପରିସ୍ଥିତି ସୃଷ୍ଟି ହେଉଥିଲେ ମଧ୍ୟ ସ୍ଥାୟୀ ବ୍ୟବସ୍ଥା ହୋଇପାରୁନାହିଁ । ଏଥିପ୍ରତି ସଂପୃକ୍ତ କର୍ତ୍ତୃପକ୍ଷ ଦୃଷ୍ଟି ଦେବା ଉଚିତ ବୋଲି ସାଧାରଣରେ ମତପ୍ରକାଶ ପାଇଛି । ଆଗାମୀ ଦିନରେ ଏହାର ସୁଫଳ ମିଳିବ ବୋଲି ଆଶା କରାଯାଉଛି । [548,167,744,252]
sudoku-cell: 9 [1425,2258,1441,2272]
body-paragraph: ସମାଜର ପ୍ରତ୍ୟେକ ବର୍ଗର ଲୋକଙ୍କ ସହଯୋଗ ବିନା କୌଣସି ଯୋଜନା ସଫଳ ହୋଇପାରିବ ନାହିଁ । ଶିକ୍ଷା ଓ ସ୍ୱାସ୍ଥ୍ୟ କ୍ଷେତ୍ରରେ ଆହୁରି ଅଧିକ ଧ୍ୟାନ ଦେବାକୁ ପଡ଼ିବ । ସରକାରୀ ଯୋଜନାଗୁଡ଼ିକ ଠିକ୍ ଭାବେ କାର୍ଯ୍ୟକାରୀ ହେଲେ ଜନସାଧାରଣ ଉପକୃତ ହେବେ । ଏଥିପାଇଁ ସ୍ୱଚ୍ଛତା ଏବଂ ଉତ୍ତରଦାୟିତ୍ୱ ଅପରିହାର୍ଯ୍ୟ ଅଟେ । [758,1025,954,1139]
sudoku-cell: 1 [1378,2243,1394,2257]
envelope-icon [1190,14,1232,46]
contact-note: (Use only for letters to Editor, news & news photos) [1220,1646,1460,1676]
body-paragraph: ବିଶେଷଜ୍ଞମାନଙ୍କ ମତରେ ଏହି ସମସ୍ୟାର ସ୍ଥାୟୀ ସମାଧାନ ପାଇଁ ଦୀର୍ଘମିଆଦୀ ଯୋଜନା ଆବଶ୍ୟକ । ସ୍ଥାନୀୟ ଲୋକଙ୍କ ମତାମତକୁ ଗୁରୁତ୍ୱ ଦେଇ ଯୋଜନା ପ୍ରସ୍ତୁତ କରାଯିବା ଉଚିତ । ପ୍ରଶାସନିକ ସ୍ତରରେ ତତ୍ପରତା ରହିଲେ କାର୍ଯ୍ୟ ତ୍ୱରାନ୍ୱିତ ହେବ । ଜନପ୍ରତିନିଧିମାନେ ମଧ୍ୟ ଏ ଦିଗରେ ଧ୍ୟାନ ଦେବା ଜରୁରୀ । [548,2180,744,2295]
sudoku-cell: 8 [1425,2158,1441,2172]
sudoku-cell [1468,1892,1488,1926]
sudoku-cell: 3 [1425,2215,1441,2229]
sudoku-cell: 3 [1441,2172,1457,2186]
body-paragraph: ଏ ସମ୍ପର୍କରେ ବିସ୍ତୃତ ଆଲୋଚନା ଆବଶ୍ୟକ ବୋଲି ବୁଦ୍ଧିଜୀବୀ ମହଲରେ ମତ ପ୍ରକାଶ ପାଇଛି । [1190,652,1490,679]
sudoku-solution-grid [1344,2156,1490,2288]
lead-text: ଶ୍ଚିମବଙ୍ଗରେ ଘଟିଥିବା ଏକ ଘଟଣା ସମଗ୍ର ଦେଶରେ ଚର୍ଚ୍ଚାର ବିଷୟ ପାଲଟିଛି । ଏହି ଘଟଣାକୁ ନେଇ ବିଭିନ୍ନ ମହଲରେ ପ୍ରତିକ୍ରିୟା ପ୍ରକାଶ ପାଇଛି । [36,253,314,294]
body-paragraph: ବିଗତ କିଛି ବର୍ଷ ମଧ୍ୟରେ ରାଜ୍ୟର ତାପମାତ୍ରା କ୍ରମାଗତ ଭାବେ ବୃଦ୍ଧି ପାଇବାରେ ଲାଗିଛି । ଜଳବାୟୁ ପରିବର୍ତ୍ତନର ପ୍ରଭାବ କୃଷି, ଜଳସମ୍ପଦ ଏବଂ ଜନଜୀବନ ଉପରେ ପଡ଼ୁଛି । ବନାଞ୍ଚଳ କ୍ଷୟ ହେତୁ ବର୍ଷା ଅନିୟମିତ ହୋଇଛି । ନଦୀନାଳ ଶୁଖିଯିବା ଫଳରେ ଚାଷୀମାନେ ଅସୁବିଧାର ସମ୍ମୁଖୀନ ହେଉଛନ୍ତି । ଏହାର ପ୍ରତିକାର ପାଇଁ ତୁରନ୍ତ ପଦକ୍ଷେପ ନିଆଯିବା ଜରୁରୀ । [968,2048,1163,2162]
editorial-text [759,166,954,842]
sudoku-cell [1324,1824,1344,1858]
sudoku-cell: 8 [1346,2201,1362,2215]
sudoku-cell [1365,1959,1385,1993]
body-paragraph: ଏ ସମ୍ପର୍କରେ ବିସ୍ତୃତ ଆଲୋଚନା ଆବଶ୍ୟକ ବୋଲି ବୁଦ୍ଧିଜୀବୀ ମହଲରେ ମତ ପ୍ରକାଶ ପାଇଛି । [1190,2139,1336,2178]
body-paragraph: ଶ୍ରୀକ୍ଷେତ୍ର ରଥଯାତ୍ରାରେ ମହାପ୍ରଭୁଙ୍କ ସୁନାବେଶ ଦର୍ଶନ କରିବାକୁ ଲକ୍ଷ ଲକ୍ଷ ଭକ୍ତଙ୍କ ସମାଗମ ହୋଇଥାଏ । ଶ୍ରୀଜୀଉଙ୍କ ସ୍ୱର୍ଣ୍ଣ ଅଳଙ୍କାରର ସୁରକ୍ଷା ନେଇ ବିଭିନ୍ନ ସମୟରେ ପ୍ରଶ୍ନ ଉଠିଛି । [1190,128,1490,169]
chirantani-box [8,6,312,172]
sudoku-cell: 5 [1409,2215,1425,2229]
chirantani-title: ଚିରନ୍ତନୀ [20,12,300,45]
letter-signature: ସେବକ ଶରତ କୁମାର ସାହୁ ଓ ଅନ୍ୟ ଭକ୍ତବୃନ୍ଦ, ଶ୍ରୀଜଗନ୍ନାଥ ସେବୀ ସମିତି, ଭଦ୍ରକ [1203,494,1490,521]
sudoku-cell [1386,2060,1406,2094]
article3-headline[interactable]: ଦୀପତଳର ଅନ୍ଧାର [582,1752,920,1806]
body-paragraph: ସମାଜର ପ୍ରତ୍ୟେକ ବର୍ଗର ଲୋକଙ୍କ ସହଯୋଗ ବିନା କୌଣସି ଯୋଜନା ସଫଳ ହୋଇପାରିବ ନାହିଁ । ଶିକ୍ଷା ଓ ସ୍ୱାସ୍ଥ୍ୟ କ୍ଷେତ୍ରରେ ଆହୁରି ଅଧିକ ଧ୍ୟାନ ଦେବାକୁ ପଡ଼ିବ । ସରକାରୀ ଯୋଜନାଗୁଡ଼ିକ ଠିକ୍ ଭାବେ କାର୍ଯ୍ୟକାରୀ ହେଲେ ଜନସାଧାରଣ ଉପକୃତ ହେବେ । ଏଥିପାଇଁ ସ୍ୱଚ୍ଛତା ଏବଂ ଉତ୍ତରଦାୟିତ୍ୱ ଅପରିହାର୍ଯ୍ୟ ଅଟେ । [548,1827,744,1941]
article2-body[interactable] [332,1024,1170,1722]
contact-line: ବି-୦୯, ଚନ୍ଦକା ଶିଳ୍ପାଞ୍ଚଳ, ଭୁବନେଶ୍ୱର-୭୫୧୦୨୪ [1235,1597,1445,1610]
column-divider [322,178,323,2324]
article2-text [549,1024,744,1125]
article3-column [752,1826,962,2322]
article2-headline[interactable]: ଓଡ଼ିଶାରେ ଉତ୍ତାପ ବୃଦ୍ଧି ଓ ଜଳ ସମସ୍ୟା [420,954,1082,1003]
sudoku-credit: Puzzles by Srikant Ghosh [1190,1801,1291,1810]
sudoku-cell: 6 [1472,2229,1488,2243]
article2-text [8,965,314,1618]
body-paragraph: ବିଗତ କିଛି ବର୍ଷ ମଧ୍ୟରେ ରାଜ୍ୟର ତାପମାତ୍ରା କ୍ରମାଗତ ଭାବେ ବୃଦ୍ଧି ପାଇବାରେ ଲାଗିଛି । ଜଳବାୟୁ ପରିବର୍ତ୍ତନର ପ୍ରଭାବ କୃଷି, ଜଳସମ୍ପଦ ଏବଂ ଜନଜୀବନ ଉପରେ ପଡ଼ୁଛି । ବନାଞ୍ଚଳ କ୍ଷୟ ହେତୁ ବର୍ଷା ଅନିୟମିତ ହୋଇଛି । ନଦୀନାଳ ଶୁଖିଯିବା ଫଳରେ ଚାଷୀମାନେ ଅସୁବିଧାର ସମ୍ମୁଖୀନ ହେଉଛନ୍ତି । ଏହାର ପ୍ରତିକାର ପାଇଁ ତୁରନ୍ତ ପଦକ୍ଷେପ ନିଆଯିବା ଜରୁରୀ । [339,2166,534,2280]
sudoku-cell [1324,2094,1344,2128]
body-paragraph: ସମାଜର ପ୍ରତ୍ୟେକ ବର୍ଗର ଲୋକଙ୍କ ସହଯୋଗ ବିନା କୌଣସି ଯୋଜନା ସଫଳ ହୋଇପାରିବ ନାହିଁ । ଶିକ୍ଷା ଓ ସ୍ୱାସ୍ଥ୍ୟ କ୍ଷେତ୍ରରେ ଆହୁରି ଅଧିକ ଧ୍ୟାନ ଦେବାକୁ ପଡ଼ିବ । ସରକାରୀ ଯୋଜନାଗୁଡ଼ିକ ଠିକ୍ ଭାବେ କାର୍ଯ୍ୟକାରୀ ହେଲେ ଜନସାଧାରଣ ଉପକୃତ ହେବେ । ଏଥିପାଇଁ ସ୍ୱଚ୍ଛତା ଏବଂ ଉତ୍ତରଦାୟିତ୍ୱ ଅପରିହାର୍ଯ୍ୟ ଅଟେ । [339,477,534,591]
body-paragraph: ଏହି ପରିପ୍ରେକ୍ଷୀରେ ରାଜ୍ୟ ସରକାର ଏବଂ କେନ୍ଦ୍ର ସରକାରଙ୍କ ମଧ୍ୟରେ ସମନ୍ୱୟ ରକ୍ଷା କରି କାର୍ଯ୍ୟ କରିବା ଆବଶ୍ୟକ । ଗ୍ରାମାଞ୍ଚଳରେ ପାନୀୟ ଜଳ ସମସ୍ୟା ଦିନକୁ ଦିନ ଗୁରୁତର ହେଉଛି । ଜଳ ସଂରକ୍ଷଣ ପାଇଁ ଜନସଚେତନତା ସୃଷ୍ଟି କରିବା ସହ ବୃକ୍ଷରୋପଣ ଉପରେ ଗୁରୁତ୍ୱ ଦିଆଯିବା ଉଚିତ । ପରିବେଶ ସୁରକ୍ଷା ପାଇଁ ସମସ୍ତେ ମିଳିତ ଭାବେ ଆଗେଇ ଆସିବା ଦରକାର । [8,2049,314,2120]
sudoku-cell: 2 [1456,2201,1472,2215]
drop-cap: ପ [8,252,33,287]
sudoku-cell: 3 [1324,1892,1344,1926]
sudoku-cell [1324,1858,1344,1892]
body-paragraph: ପ୍ରତିବର୍ଷ ଏହି ସମୟରେ ଏଭଳି ପରିସ୍ଥିତି ସୃଷ୍ଟି ହେଉଥିଲେ ମଧ୍ୟ ସ୍ଥାୟୀ ବ୍ୟବସ୍ଥା ହୋଇପାରୁନାହିଁ । ଏଥିପ୍ରତି ସଂପୃକ୍ତ କର୍ତ୍ତୃପକ୍ଷ ଦୃଷ୍ଟି ଦେବା ଉଚିତ ବୋଲି ସାଧାରଣରେ ମତପ୍ରକାଶ ପାଇଛି । ଆଗାମୀ ଦିନରେ ଏହାର ସୁଫଳ ମିଳିବ ବୋଲି ଆଶା କରାଯାଉଛି । [8,2124,314,2180]
sudoku-cell [1447,1858,1467,1892]
article2-column [961,1024,1170,1722]
sudoku-cell: 1 [1427,2094,1447,2128]
article2-contact: ଅବସରପ୍ରାପ୍ତ କୁଳପତି ପ୍ରଫେସର, ଉତ୍କଳ ବିଶ୍ୱବିଦ୍ୟାଳୟ, ମୋ: ୯୩୩୭୯୧୭୯୩୪ [969,1468,1163,1496]
body-paragraph: ଜନସାଧାରଣଙ୍କ ସ୍ୱାସ୍ଥ୍ୟ ଓ ପରିମଳ ବ୍ୟବସ୍ଥାରେ ଉନ୍ନତି ଆଣିବା ପାଇଁ ନିର୍ମଳ ଭାରତ ଅଭିଯାନ ଆରମ୍ଭ ହୋଇଥିଲା । [1190,797,1490,824]
sudoku-cell [1386,1858,1406,1892]
sudoku-cell: 4 [1346,2215,1362,2229]
body-paragraph: ବିଗତ କିଛି ବର୍ଷ ମଧ୍ୟରେ ରାଜ୍ୟର ତାପମାତ୍ରା କ୍ରମାଗତ ଭାବେ ବୃଦ୍ଧି ପାଇବାରେ ଲାଗିଛି । ଜଳବାୟୁ ପରିବର୍ତ୍ତନର ପ୍ରଭାବ କୃଷି, ଜଳସମ୍ପଦ ଏବଂ ଜନଜୀବନ ଉପରେ ପଡ଼ୁଛି । ବନାଞ୍ଚଳ କ୍ଷୟ ହେତୁ ବର୍ଷା ଅନିୟମିତ ହୋଇଛି । ନଦୀନାଳ ଶୁଖିଯିବା ଫଳରେ ଚାଷୀମାନେ ଅସୁବିଧାର ସମ୍ମୁଖୀନ ହେଉଛନ୍ତି । ଏହାର ପ୍ରତିକାର ପାଇଁ ତୁରନ୍ତ ପଦକ୍ଷେପ ନିଆଯିବା ଜରୁରୀ । [758,1260,954,1375]
body-paragraph: ବିଗତ କିଛି ବର୍ଷ ମଧ୍ୟରେ ରାଜ୍ୟର ତାପମାତ୍ରା କ୍ରମାଗତ ଭାବେ ବୃଦ୍ଧି ପାଇବାରେ ଲାଗିଛି । ଜଳବାୟୁ ପରିବର୍ତ୍ତନର ପ୍ରଭାବ କୃଷି, ଜଳସମ୍ପଦ ଏବଂ ଜନଜୀବନ ଉପରେ ପଡ଼ୁଛି । ବନାଞ୍ଚଳ କ୍ଷୟ ହେତୁ ବର୍ଷା ଅନିୟମିତ ହୋଇଛି । ନଦୀନାଳ ଶୁଖିଯିବା ଫଳରେ ଚାଷୀମାନେ ଅସୁବିଧାର ସମ୍ମୁଖୀନ ହେଉଛନ୍ତି । ଏହାର ପ୍ରତିକାର ପାଇଁ ତୁରନ୍ତ ପଦକ୍ଷେପ ନିଆଯିବା ଜରୁରୀ । [1190,827,1490,898]
sudoku-cell: 5 [1346,2158,1362,2172]
body-paragraph: ବିଗତ କିଛି ବର୍ଷ ମଧ୍ୟରେ ରାଜ୍ୟର ତାପମାତ୍ରା କ୍ରମାଗତ ଭାବେ ବୃଦ୍ଧି ପାଇବାରେ ଲାଗିଛି । ଜଳବାୟୁ ପରିବର୍ତ୍ତନର ପ୍ରଭାବ କୃଷି, ଜଳସମ୍ପଦ ଏବଂ ଜନଜୀବନ ଉପରେ ପଡ଼ୁଛି । ବନାଞ୍ଚଳ କ୍ଷୟ ହେତୁ ବର୍ଷା ଅନିୟମିତ ହୋଇଛି । ନଦୀନାଳ ଶୁଖିଯିବା ଫଳରେ ଚାଷୀମାନେ ଅସୁବିଧାର ସମ୍ମୁଖୀନ ହେଉଛନ୍ତି । ଏହାର ପ୍ରତିକାର ପାଇଁ ତୁରନ୍ତ ପଦକ୍ଷେପ ନିଆଯିବା ଜରୁରୀ । [8,1323,314,1394]
body-paragraph: ଏହି ପରିପ୍ରେକ୍ଷୀରେ ରାଜ୍ୟ ସରକାର ଏବଂ କେନ୍ଦ୍ର ସରକାରଙ୍କ ମଧ୍ୟରେ ସମନ୍ୱୟ ରକ୍ଷା କରି କାର୍ଯ୍ୟ କରିବା ଆବଶ୍ୟକ । ଗ୍ରାମାଞ୍ଚଳରେ ପାନୀୟ ଜଳ ସମସ୍ୟା ଦିନକୁ ଦିନ ଗୁରୁତର ହେଉଛି । ଜଳ ସଂରକ୍ଷଣ ପାଇଁ ଜନସଚେତନତା ସୃଷ୍ଟି କରିବା ସହ ବୃକ୍ଷରୋପଣ ଉପରେ ଗୁରୁତ୍ୱ ଦିଆଯିବା ଉଚିତ । ପରିବେଶ ସୁରକ୍ଷା ପାଇଁ ସମସ୍ତେ ମିଳିତ ଭାବେ ଆଗେଇ ଆସିବା ଦରକାର । [758,477,954,606]
sudoku-cell: 5 [1456,2229,1472,2243]
article2-text [549,1405,744,1535]
sudoku-cell [1365,1824,1385,1858]
body-paragraph: ବିଗତ କିଛି ବର୍ଷ ମଧ୍ୟରେ ରାଜ୍ୟର ତାପମାତ୍ରା କ୍ରମାଗତ ଭାବେ ବୃଦ୍ଧି ପାଇବାରେ ଲାଗିଛି । ଜଳବାୟୁ ପରିବର୍ତ୍ତନର ପ୍ରଭାବ କୃଷି, ଜଳସମ୍ପଦ ଏବଂ ଜନଜୀବନ ଉପରେ ପଡ଼ୁଛି । ବନାଞ୍ଚଳ କ୍ଷୟ ହେତୁ ବର୍ଷା ଅନିୟମିତ ହୋଇଛି । ନଦୀନାଳ ଶୁଖିଯିବା ଫଳରେ ଚାଷୀମାନେ ଅସୁବିଧାର ସମ୍ମୁଖୀନ ହେଉଛନ୍ତି । ଏହାର ପ୍ରତିକାର ପାଇଁ ତୁରନ୍ତ ପଦକ୍ଷେପ ନିଆଯିବା ଜରୁରୀ । [8,298,314,369]
masthead-logo[interactable]: ଧରିତ୍ରୀ [1034,12,1110,46]
article2-left-column[interactable] [8,934,314,1718]
article2-column [332,1024,542,1722]
body-paragraph: ଏହି ପରିପ୍ରେକ୍ଷୀରେ ରାଜ୍ୟ ସରକାର ଏବଂ କେନ୍ଦ୍ର ସରକାରଙ୍କ ମଧ୍ୟରେ ସମନ୍ୱୟ ରକ୍ଷା କରି କାର୍ଯ୍ୟ କରିବା ଆବଶ୍ୟକ । ଗ୍ରାମାଞ୍ଚଳରେ ପାନୀୟ ଜଳ ସମସ୍ୟା ଦିନକୁ ଦିନ ଗୁରୁତର ହେଉଛି । ଜଳ ସଂରକ୍ଷଣ ପାଇଁ ଜନସଚେତନତା ସୃଷ୍ଟି କରିବା ସହ ବୃକ୍ଷରୋପଣ ଉପରେ ଗୁରୁତ୍ୱ ଦିଆଯିବା ଉଚିତ । ପରିବେଶ ସୁରକ୍ଷା ପାଇଁ ସମସ୍ତେ ମିଳିତ ଭାବେ ଆଗେଇ ଆସିବା ଦରକାର । [8,1398,314,1468]
sudoku-cell [1406,2094,1426,2128]
sudoku-cell: 9 [1346,2243,1362,2257]
article3-author[interactable]: ଜନାର୍ଦ୍ଦନ ବନ୍ଦ୍ୟୋପାଧ୍ୟାୟ [8,1748,193,1770]
sudoku-cell: 5 [1441,2186,1457,2200]
letter-1[interactable] [1190,90,1490,522]
sudoku-cell [1304,1925,1324,1959]
sudoku-odia-title: ସୁ-ଡୋ-କୁ [1396,1768,1490,1816]
body-paragraph: ଏହି ପରିପ୍ରେକ୍ଷୀରେ ରାଜ୍ୟ ସରକାର ଏବଂ କେନ୍ଦ୍ର ସରକାରଙ୍କ ମଧ୍ୟରେ ସମନ୍ୱୟ ରକ୍ଷା କରି କାର୍ଯ୍ୟ କରିବା ଆବଶ୍ୟକ । ଗ୍ରାମାଞ୍ଚଳରେ ପାନୀୟ ଜଳ ସମସ୍ୟା ଦିନକୁ ଦିନ ଗୁରୁତର ହେଉଛି । ଜଳ ସଂରକ୍ଷଣ ପାଇଁ ଜନସଚେତନତା ସୃଷ୍ଟି କରିବା ସହ ବୃକ୍ଷରୋପଣ ଉପରେ ଗୁରୁତ୍ୱ ଦିଆଯିବା ଉଚିତ । ପରିବେଶ ସୁରକ୍ଷା ପାଇଁ ସମସ୍ତେ ମିଳିତ ଭାବେ ଆଗେଇ ଆସିବା ଦରକାର । [1190,962,1490,1033]
body-paragraph: ବିଶେଷଜ୍ଞମାନଙ୍କ ମତରେ ଏହି ସମସ୍ୟାର ସ୍ଥାୟୀ ସମାଧାନ ପାଇଁ ଦୀର୍ଘମିଆଦୀ ଯୋଜନା ଆବଶ୍ୟକ । ସ୍ଥାନୀୟ ଲୋକଙ୍କ ମତାମତକୁ ଗୁରୁତ୍ୱ ଦେଇ ଯୋଜନା ପ୍ରସ୍ତୁତ କରାଯିବା ଉଚିତ । ପ୍ରଶାସନିକ ସ୍ତରରେ ତତ୍ପରତା ରହିଲେ କାର୍ଯ୍ୟ ତ୍ୱରାନ୍ୱିତ ହେବ । ଜନପ୍ରତିନିଧିମାନେ ମଧ୍ୟ ଏ ଦିଗରେ ଧ୍ୟାନ ଦେବା ଜରୁରୀ । [968,1930,1163,2044]
india-map-icon [258,184,310,248]
body-paragraph: ଆମ ଦେଶର ସଂସ୍କୃତି ଓ ପରମ୍ପରା ଅତ୍ୟନ୍ତ ସମୃଦ୍ଧ । ଏହାକୁ ସୁରକ୍ଷିତ ରଖିବା ଆମ ସମସ୍ତଙ୍କର କର୍ତ୍ତବ୍ୟ । ନୂତନ ପିଢ଼ିକୁ ଏ ବିଷୟରେ ସଚେତନ କରାଇବା ଆବଶ୍ୟକ । ଭାଷା, ସାହିତ୍ୟ ଓ କଳାର ବିକାଶ ପାଇଁ ସରକାରୀ ସ୍ତରରେ ଅଧିକ ପ୍ରୋତ୍ସାହନ ମିଳିବା ଉଚିତ । ଏହା ଦ୍ୱାରା ଆମ ପରିଚୟ ଅଧିକ ଉଜ୍ଜ୍ୱଳ ହେବ । [968,1364,1163,1464]
sudoku-cell: 2 [1346,2258,1362,2272]
sudoku-cell: 9 [1362,2186,1378,2200]
sudoku-cell: 9 [1345,1959,1365,1993]
sudoku-cell: 1 [1393,2172,1409,2186]
archive-date: ୫ ଜୁନ ୧୯୮୯ [239,716,306,733]
body-paragraph: ବିଶେଷଜ୍ଞମାନଙ୍କ ମତରେ ଏହି ସମସ୍ୟାର ସ୍ଥାୟୀ ସମାଧାନ ପାଇଁ ଦୀର୍ଘମିଆଦୀ ଯୋଜନା ଆବଶ୍ୟକ । ସ୍ଥାନୀୟ ଲୋକଙ୍କ ମତାମତକୁ ଗୁରୁତ୍ୱ ଦେଇ ଯୋଜନା ପ୍ରସ୍ତୁତ କରାଯିବା ଉଚିତ । ପ୍ରଶାସନିକ ସ୍ତରରେ ତତ୍ପରତା ରହିଲେ କାର୍ଯ୍ୟ ତ୍ୱରାନ୍ୱିତ ହେବ । ଜନପ୍ରତିନିଧିମାନେ ମଧ୍ୟ ଏ ଦିଗରେ ଧ୍ୟାନ ଦେବା ଜରୁରୀ । [758,270,954,384]
sudoku-cell: 2 [1378,2172,1394,2186]
contact-line: କେବଳ ସମ୍ପାଦକଙ୍କ ପତ୍ର ଓ ଖବର ପାଇଁ: [1247,1613,1433,1627]
sudoku-cell [1324,1993,1344,2027]
sudoku-cell [1324,2060,1344,2094]
sudoku-cell [1406,1925,1426,1959]
poem-series: (ବର୍ଷା-୨୫) [139,138,181,151]
sudoku-cell: 7 [1362,2172,1378,2186]
editorial-text [549,166,744,385]
sudoku-cell: 5 [1304,1858,1324,1892]
archive-bullet: ● ଲୋକସଭାରେ ସଂଖ୍ୟାଗରିଷ୍ଠତା ହରାଇଲେ ୧୦୦ ନିୟୁତ । [16,745,253,758]
sudoku-cell: 6 [1386,2094,1406,2128]
body-paragraph: ସମାଜର ପ୍ରତ୍ୟେକ ବର୍ଗର ଲୋକଙ୍କ ସହଯୋଗ ବିନା କୌଣସି ଯୋଜନା ସଫଳ ହୋଇପାରିବ ନାହିଁ । ଶିକ୍ଷା ଓ ସ୍ୱାସ୍ଥ୍ୟ କ୍ଷେତ୍ରରେ ଆହୁରି ଅଧିକ ଧ୍ୟାନ ଦେବାକୁ ପଡ଼ିବ । ସରକାରୀ ଯୋଜନାଗୁଡ଼ିକ ଠିକ୍ ଭାବେ କାର୍ଯ୍ୟକାରୀ ହେଲେ ଜନସାଧାରଣ ଉପକୃତ ହେବେ । ଏଥିପାଇଁ ସ୍ୱଚ୍ଛତା ଏବଂ ଉତ୍ତରଦାୟିତ୍ୱ ଅପରିହାର୍ଯ୍ୟ ଅଟେ । [8,1025,314,1096]
sudoku-cell [1304,1892,1324,1926]
sudoku-cell [1304,1959,1324,1993]
sudoku-cell [1406,1892,1426,1926]
sudoku-cell: 1 [1456,2158,1472,2172]
body-paragraph: ବିଶେଷଜ୍ଞମାନଙ୍କ ମତରେ ଏହି ସମସ୍ୟାର ସ୍ଥାୟୀ ସମାଧାନ ପାଇଁ ଦୀର୍ଘମିଆଦୀ ଯୋଜନା ଆବଶ୍ୟକ । ସ୍ଥାନୀୟ ଲୋକଙ୍କ ମତାମତକୁ ଗୁରୁତ୍ୱ ଦେଇ ଯୋଜନା ପ୍ରସ୍ତୁତ କରାଯିବା ଉଚିତ । ପ୍ରଶାସନିକ ସ୍ତରରେ ତତ୍ପରତା ରହିଲେ କାର୍ଯ୍ୟ ତ୍ୱରାନ୍ୱିତ ହେବ । ଜନପ୍ରତିନିଧିମାନେ ମଧ୍ୟ ଏ ଦିଗରେ ଧ୍ୟାନ ଦେବା ଜରୁରୀ । [8,372,314,443]
sudoku-cell: 2 [1393,2272,1409,2286]
body-paragraph: ବିଶେଷଜ୍ଞମାନଙ୍କ ମତରେ ଏହି ସମସ୍ୟାର ସ୍ଥାୟୀ ସମାଧାନ ପାଇଁ ଦୀର୍ଘମିଆଦୀ ଯୋଜନା ଆବଶ୍ୟକ । ସ୍ଥାନୀୟ ଲୋକଙ୍କ ମତାମତକୁ ଗୁରୁତ୍ୱ ଦେଇ ଯୋଜନା ପ୍ରସ୍ତୁତ କରାଯିବା ଉଚିତ । ପ୍ରଶାସନିକ ସ୍ତରରେ ତତ୍ପରତା ରହିଲେ କାର୍ଯ୍ୟ ତ୍ୱରାନ୍ୱିତ ହେବ । ଜନପ୍ରତିନିଧିମାନେ ମଧ୍ୟ ଏ ଦିଗରେ ଧ୍ୟାନ ଦେବା ଜରୁରୀ । [1190,577,1490,648]
sudoku-cell [1304,2027,1324,2061]
body-paragraph: ସମାଜର ପ୍ରତ୍ୟେକ ବର୍ଗର ଲୋକଙ୍କ ସହଯୋଗ ବିନା କୌଣସି ଯୋଜନା ସଫଳ ହୋଇପାରିବ ନାହିଁ । ଶିକ୍ଷା ଓ ସ୍ୱାସ୍ଥ୍ୟ କ୍ଷେତ୍ରରେ ଆହୁରି ଅଧିକ ଧ୍ୟାନ ଦେବାକୁ ପଡ଼ିବ । ସରକାରୀ ଯୋଜନାଗୁଡ଼ିକ ଠିକ୍ ଭାବେ କାର୍ଯ୍ୟକାରୀ ହେଲେ ଜନସାଧାରଣ ଉପକୃତ ହେବେ । ଏଥିପାଇଁ ସ୍ୱଚ୍ଛତା ଏବଂ ଉତ୍ତରଦାୟିତ୍ୱ ଅପରିହାର୍ଯ୍ୟ ଅଟେ । [968,388,1163,502]
sudoku-cell [1365,1993,1385,2027]
sudoku-cell: 4 [1406,1824,1426,1858]
sudoku-cell: 6 [1378,2215,1394,2229]
sudoku-cell: 5 [1468,2060,1488,2094]
sudoku-cell: 9 [1393,2229,1409,2243]
sudoku-cell: 8 [1345,1824,1365,1858]
article3-left-column[interactable] [8,1780,314,2322]
sudoku-cell: 4 [1304,1993,1324,2027]
editorial-text [339,166,534,813]
body-paragraph: ବିଗତ କିଛି ବର୍ଷ ମଧ୍ୟରେ ରାଜ୍ୟର ତାପମାତ୍ରା କ୍ରମାଗତ ଭାବେ ବୃଦ୍ଧି ପାଇବାରେ ଲାଗିଛି । ଜଳବାୟୁ ପରିବର୍ତ୍ତନର ପ୍ରଭାବ କୃଷି, ଜଳସମ୍ପଦ ଏବଂ ଜନଜୀବନ ଉପରେ ପଡ଼ୁଛି । ବନାଞ୍ଚଳ କ୍ଷୟ ହେତୁ ବର୍ଷା ଅନିୟମିତ ହୋଇଛି । ନଦୀନାଳ ଶୁଖିଯିବା ଫଳରେ ଚାଷୀମାନେ ଅସୁବିଧାର ସମ୍ମୁଖୀନ ହେଉଛନ୍ତି । ଏହାର ପ୍ରତିକାର ପାଇଁ ତୁରନ୍ତ ପଦକ୍ଷେପ ନିଆଯିବା ଜରୁରୀ । [8,1900,314,1971]
editorial-text [549,575,744,809]
body-paragraph: ବିଶେଷଜ୍ଞମାନଙ୍କ ମତରେ ଏହି ସମସ୍ୟାର ସ୍ଥାୟୀ ସମାଧାନ ପାଇଁ ଦୀର୍ଘମିଆଦୀ ଯୋଜନା ଆବଶ୍ୟକ । ସ୍ଥାନୀୟ ଲୋକଙ୍କ ମତାମତକୁ ଗୁରୁତ୍ୱ ଦେଇ ଯୋଜନା ପ୍ରସ୍ତୁତ କରାଯିବା ଉଚିତ । ପ୍ରଶାସନିକ ସ୍ତରରେ ତତ୍ପରତା ରହିଲେ କାର୍ଯ୍ୟ ତ୍ୱରାନ୍ୱିତ ହେବ । ଜନପ୍ରତିନିଧିମାନେ ମଧ୍ୟ ଏ ଦିଗରେ ଧ୍ୟାନ ଦେବା ଜରୁରୀ । [8,1249,314,1320]
sudoku-logo-su: su [1190,1774,1234,1800]
body-paragraph: ବିଶେଷଜ୍ଞମାନଙ୍କ ମତରେ ଏହି ସମସ୍ୟାର ସ୍ଥାୟୀ ସମାଧାନ ପାଇଁ ଦୀର୍ଘମିଆଦୀ ଯୋଜନା ଆବଶ୍ୟକ । ସ୍ଥାନୀୟ ଲୋକଙ୍କ ମତାମତକୁ ଗୁରୁତ୍ୱ ଦେଇ ଯୋଜନା ପ୍ରସ୍ତୁତ କରାଯିବା ଉଚିତ । ପ୍ରଶାସନିକ ସ୍ତରରେ ତତ୍ପରତା ରହିଲେ କାର୍ଯ୍ୟ ତ୍ୱରାନ୍ୱିତ ହେବ । ଜନପ୍ରତିନିଧିମାନେ ମଧ୍ୟ ଏ ଦିଗରେ ଧ୍ୟାନ ଦେବା ଜରୁରୀ । [1190,2182,1336,2304]
body-paragraph: ଏହି ପରିପ୍ରେକ୍ଷୀରେ ରାଜ୍ୟ ସରକାର ଏବଂ କେନ୍ଦ୍ର ସରକାରଙ୍କ ମଧ୍ୟରେ ସମନ୍ୱୟ ରକ୍ଷା କରି କାର୍ଯ୍ୟ କରିବା ଆବଶ୍ୟକ । ଗ୍ରାମାଞ୍ଚଳରେ ପାନୀୟ ଜଳ ସମସ୍ୟା ଦିନକୁ ଦିନ ଗୁରୁତର ହେଉଛି । ଜଳ ସଂରକ୍ଷଣ ପାଇଁ ଜନସଚେତନତା ସୃଷ୍ଟି କରିବା ସହ ବୃକ୍ଷରୋପଣ ଉପରେ ଗୁରୁତ୍ୱ ଦିଆଯିବା ଉଚିତ । ପରିବେଶ ସୁରକ୍ଷା ପାଇଁ ସମସ୍ତେ ମିଳିତ ଭାବେ ଆଗେଇ ଆସିବା ଦରକାର । [548,255,744,384]
sudoku-cell [1304,1824,1324,1858]
archive-masthead-logo: ଧରିତ୍ରୀ [16,709,82,739]
letter-title: ଶ୍ରୀଜୀଉଙ୍କ ସ୍ୱର୍ଣ୍ଣ ପ୍ରସଙ୍ଗ [1190,90,1389,109]
sudoku-cell: 1 [1472,2215,1488,2229]
letter-2[interactable] [1190,524,1490,772]
article2-text [759,1024,954,1568]
sudoku-cell [1304,2094,1324,2128]
sudoku-cell: 5 [1324,1925,1344,1959]
contact-email: E-mail:miku11@yahoo.com [1256,1696,1424,1709]
letter-3[interactable] [1190,774,1490,1182]
article3-column [332,1826,542,2322]
sudoku-cell: 1 [1386,1993,1406,2027]
sudoku-cell [1365,2027,1385,2061]
body-paragraph: ସମାଜର ପ୍ରତ୍ୟେକ ବର୍ଗର ଲୋକଙ୍କ ସହଯୋଗ ବିନା କୌଣସି ଯୋଜନା ସଫଳ ହୋଇପାରିବ ନାହିଁ । ଶିକ୍ଷା ଓ ସ୍ୱାସ୍ଥ୍ୟ କ୍ଷେତ୍ରରେ ଆହୁରି ଅଧିକ ଧ୍ୟାନ ଦେବାକୁ ପଡ଼ିବ । ସରକାରୀ ଯୋଜନାଗୁଡ଼ିକ ଠିକ୍ ଭାବେ କାର୍ଯ୍ୟକାରୀ ହେଲେ ଜନସାଧାରଣ ଉପକୃତ ହେବେ । ଏଥିପାଇଁ ସ୍ୱଚ୍ଛତା ଏବଂ ଉତ୍ତରଦାୟିତ୍ୱ ଅପରିହାର୍ଯ୍ୟ ଅଟେ । [758,2033,954,2148]
column-divider [1178,4,1179,2324]
